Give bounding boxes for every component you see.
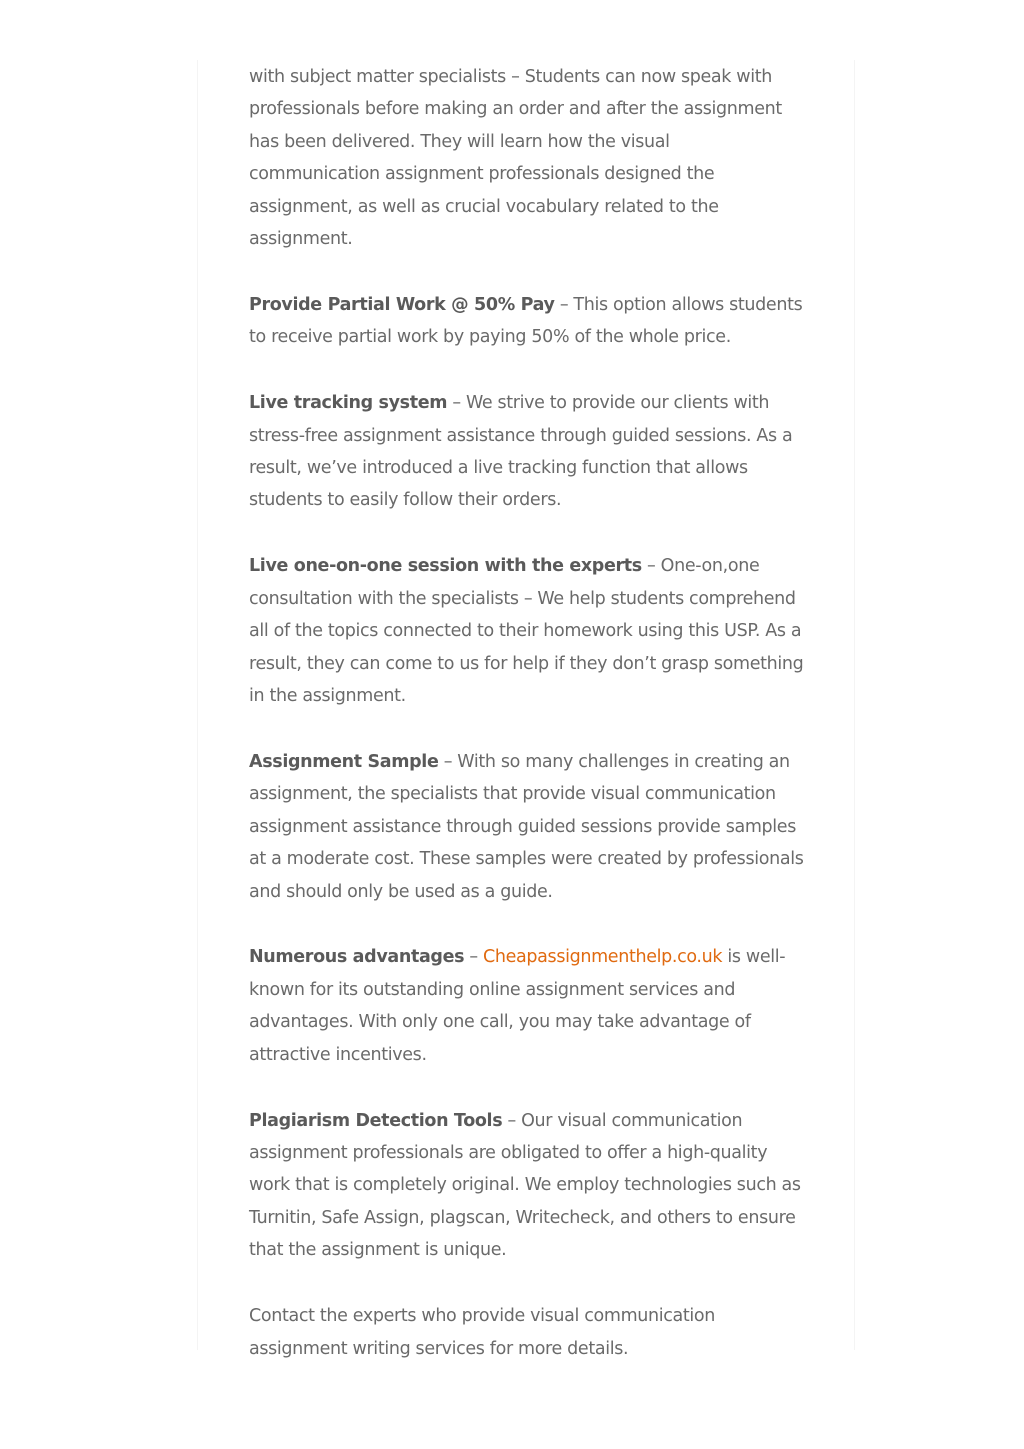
paragraph-text: – This option allows students to receive partial work by paying 50% of the whole price. [249,294,803,348]
paragraph-advantages [249,941,805,1071]
feature-title: Numerous advantages [249,947,465,968]
site-link[interactable]: Cheapassignmenthelp.co.uk [483,947,723,968]
paragraph-partial-work [249,289,805,354]
paragraph-text: – One-on,one consultation with the specialists – We help students comprehend all of the topics connected to their homework using this USP. As a result, they can come to us for help if they don’t grasp something in the assignment. [249,556,804,706]
paragraph-text: – We strive to provide our clients with stress-free assignment assistance through guided sessions. As a result, we’ve introduced a live tracking function that allows students to easily follow their orders. [249,393,793,511]
article-body [249,61,805,1398]
paragraph-text: – Our visual communication assignment professionals are obligated to offer a high-quality work that is completely original. We employ technologies such as Turnitin, Safe Assign, plagscan, Writecheck, and others to ensure that the assignment is unique. [249,1110,801,1261]
paragraph-text: Contact the experts who provide visual communication assignment writing services for more details. [249,1306,716,1359]
paragraph-dash: – [464,947,484,968]
feature-title: Live tracking system [249,393,448,414]
paragraph-text: is well-known for its outstanding online assignment services and advantages. With only one call, you may take advantage of attractive incentives. [249,947,786,1065]
paragraph-expert-talk [249,61,805,255]
paragraph-assignment-sample [249,746,805,908]
paragraph-one-on-one [249,550,805,712]
paragraph-text: – With so many challenges in creating an assignment, the specialists that provide visual communication assignment assistance through guided sessions provide samples at a moderate cost. These samples were created by professionals and should only be used as a guide. [249,751,804,902]
paragraph-plagiarism-tools [249,1105,805,1267]
paragraph-live-tracking [249,387,805,517]
paragraph-contact [249,1300,805,1365]
feature-title: Plagiarism Detection Tools [249,1110,503,1131]
paragraph-text: with subject matter specialists – Students can now speak with professionals before making an order and after the assignment has been delivered. They will learn how the visual communication assignment professionals designed the assignment, as well as crucial vocabulary related to the assignment. [249,67,782,250]
feature-title: Live one-on-one session with the experts [249,556,642,577]
feature-title: Provide Partial Work @ 50% Pay [249,294,555,315]
feature-title: Assignment Sample [249,751,439,772]
